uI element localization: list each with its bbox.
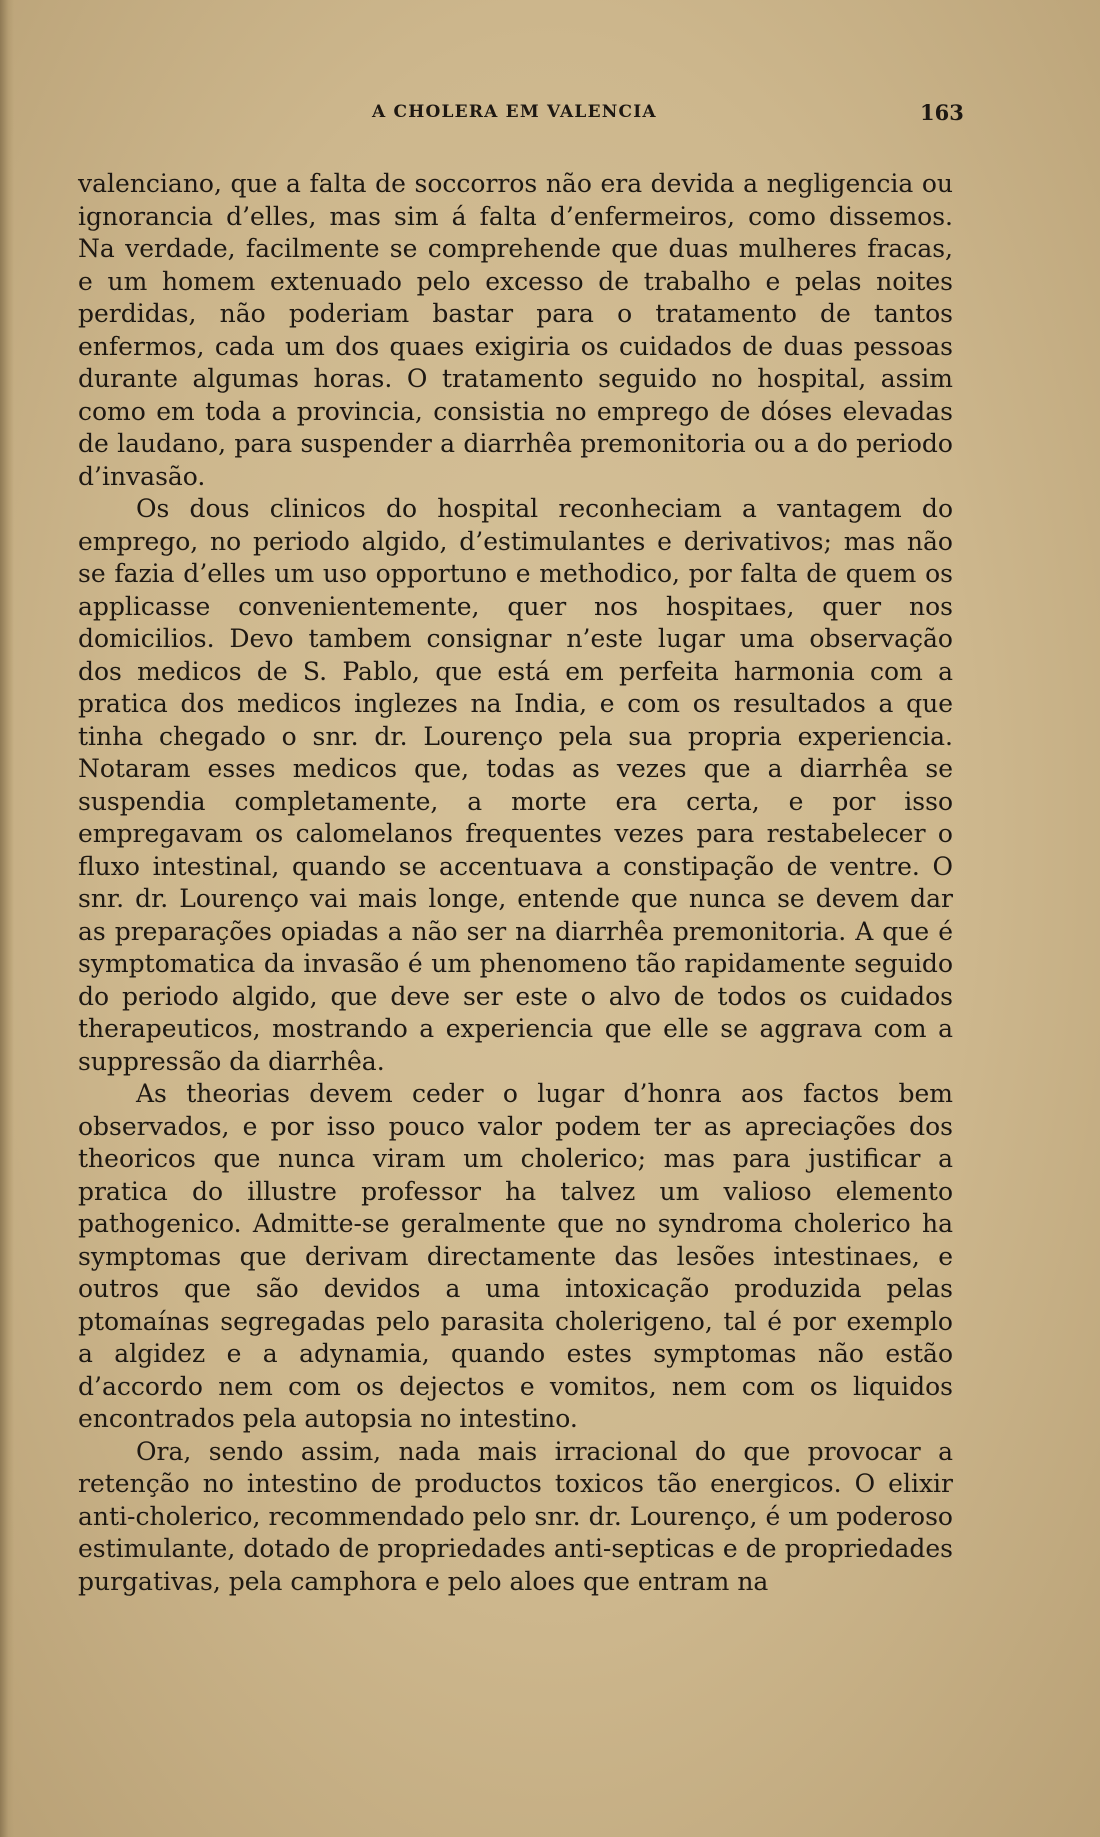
running-head xyxy=(0,102,1100,132)
paragraph: As theorias devem ceder o lugar d’honra aos factos bem observados, e por isso pouco valor podem ter as apreciações dos theoricos que nunca viram um cholerico; mas para justificar a pratica do illustre professor ha talvez um valioso elemento pathogenico. Admitte-se geralmente que no syndroma cholerico ha symptomas que derivam directamente das lesões intestinaes, e outros que são devidos a uma intoxicação produzida pelas ptomaínas segregadas pelo parasita cholerigeno, tal é por exemplo a algidez e a adynamia, quando estes symptomas não estão d’accordo nem com os dejectos e vomitos, nem com os liquidos encontrados pela autopsia no intestino. xyxy=(78,1079,953,1433)
paragraph: Ora, sendo assim, nada mais irracional do que provocar a retenção no intestino de productos toxicos tão energicos. O elixir anti-cholerico, recommendado pelo snr. dr. Lourenço, é um poderoso estimulante, dotado de propriedades anti-septicas e de propriedades purgativas, pela camphora e pelo aloes que entram na xyxy=(78,1436,953,1596)
paragraph: Os dous clinicos do hospital reconheciam a vantagem do emprego, no periodo algido, d’estimulantes e derivativos; mas não se fazia d’elles um uso opportuno e methodico, por falta de quem os applicasse convenientemente, quer nos hospitaes, quer nos domicilios. Devo tambem consignar n’este lugar uma observação dos medicos de S. Pablo, que está em perfeita harmonia com a pratica dos medicos inglezes na India, e com os resultados a que tinha chegado o snr. dr. Lourenço pela sua propria experiencia. Notaram esses medicos que, todas as vezes que a diarrhêa se suspendia completamente, a morte era certa, e por isso empregavam os calomelanos frequentes vezes para restabelecer o fluxo intestinal, quando se accentuava a constipação de ventre. O snr. dr. Lourenço vai mais longe, entende que nunca se devem dar as preparações opiadas a não ser na diarrhêa premonitoria. A que é symptomatica da invasão é um phenomeno tão rapidamente seguido do periodo algido, que deve ser este o alvo de todos os cuidados therapeuticos, mostrando a experiencia que elle se aggrava com a suppressão da diarrhêa. xyxy=(78,494,953,1076)
page-number: 163 xyxy=(920,100,964,125)
paragraph: valenciano, que a falta de soccorros não era devida a negligencia ou ignorancia d’elles, mas sim á falta d’enfermeiros, como dissemos. Na verdade, facilmente se comprehende que duas mulheres fracas, e um homem extenuado pelo excesso de trabalho e pelas noites perdidas, não poderiam bastar para o tratamento de tantos enfermos, cada um dos quaes exigiria os cuidados de duas pessoas durante algumas horas. O tratamento seguido no hospital, assim como em toda a provincia, consistia no emprego de dóses elevadas de laudano, para suspender a diarrhêa premonitoria ou a do periodo d’invasão. xyxy=(78,169,953,491)
body-text xyxy=(78,168,953,1598)
running-title: A CHOLERA EM VALENCIA xyxy=(372,102,657,122)
page-binding-edge xyxy=(0,0,14,1837)
